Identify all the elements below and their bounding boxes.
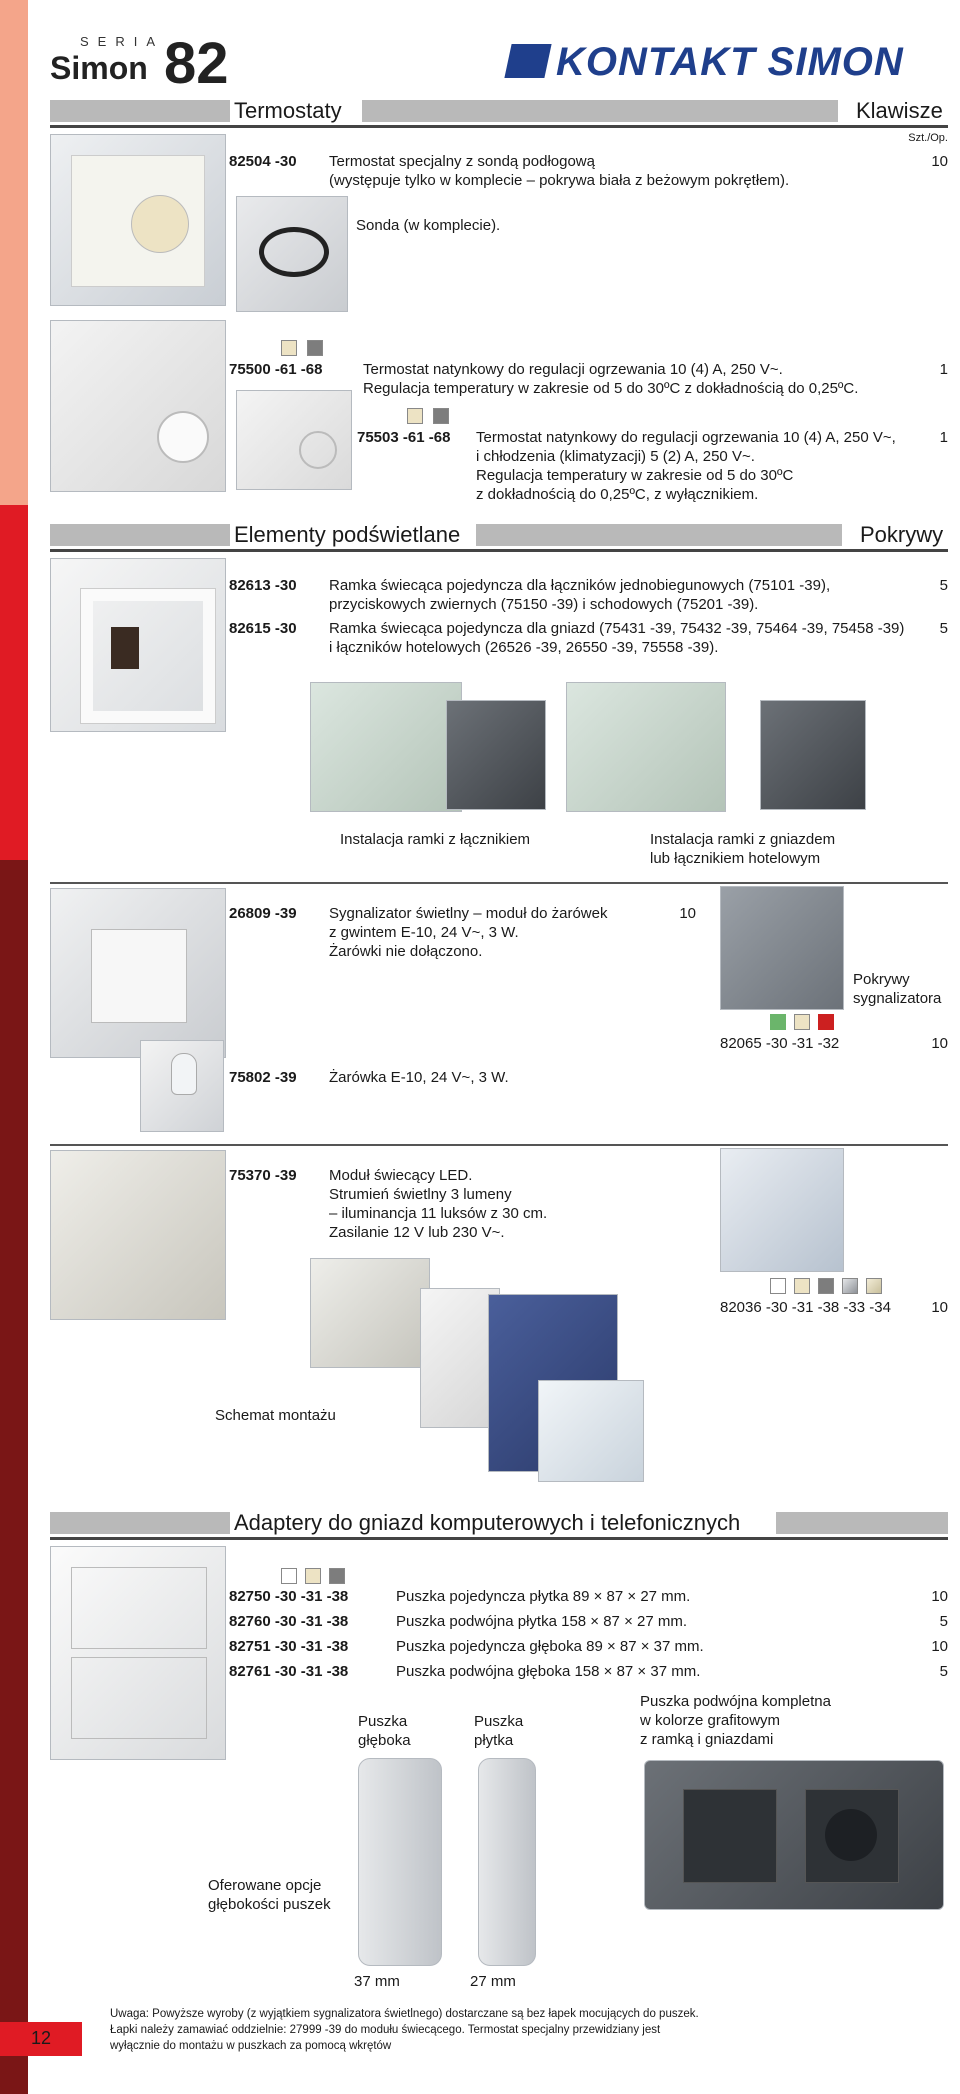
switch-module-photo: [446, 700, 546, 810]
product-desc-75503-line4: z dokładnością do 0,25ºC, z wyłącznikiem.: [476, 486, 759, 503]
product-code-82615: 82615 -30: [229, 620, 297, 637]
section-title-elementy: Elementy podświetlane: [234, 522, 461, 547]
page-number-badge: [0, 2022, 82, 2056]
product-code-82504: 82504 -30: [229, 153, 297, 170]
side-stripe-bottom: [0, 860, 28, 2094]
led-cover-photo: [720, 1148, 844, 1272]
thermostat-75500-photo: [50, 320, 226, 492]
light-frame-photo: [50, 558, 226, 732]
signal-cover-caption-line2: sygnalizatora: [853, 990, 942, 1007]
flat-box-caption-line2: płytka: [474, 1732, 514, 1749]
deep-box-caption-line2: głęboka: [358, 1732, 411, 1749]
flat-box-caption-line1: Puszka: [474, 1713, 524, 1730]
install-caption-switch: Instalacja ramki z łącznikiem: [340, 831, 531, 848]
socket-module-photo: [760, 700, 866, 810]
signal-cover-code: 82065 -30 -31 -32: [720, 1035, 840, 1052]
product-desc-75370-line1: Moduł świecący LED.: [329, 1167, 473, 1184]
deep-box-caption-line1: Puszka: [358, 1713, 408, 1730]
product-desc-26809-line3: Żarówki nie dołączono.: [329, 943, 483, 960]
install-caption-socket-line2: lub łącznikiem hotelowym: [650, 850, 821, 867]
color-swatch-white: [281, 1568, 297, 1584]
schemat-cover-photo: [538, 1380, 644, 1482]
section-bar-right: [776, 1512, 948, 1534]
box-desc-2: Puszka podwójna płytka 158 × 87 × 27 mm.: [396, 1613, 688, 1630]
color-swatch-graphite: [307, 340, 323, 356]
product-qty-75500: 1: [939, 361, 948, 378]
color-swatch-graphite: [818, 1278, 834, 1294]
complete-graphite-box-photo: [644, 1760, 944, 1910]
divider: [50, 1144, 948, 1146]
color-swatch-graphite: [329, 1568, 345, 1584]
series-logo: [50, 31, 250, 96]
product-desc-26809-line2: z gwintem E-10, 24 V~, 3 W.: [329, 924, 519, 941]
product-desc-75370-line2: Strumień świetlny 3 lumeny: [329, 1186, 512, 1203]
install-caption-socket-line1: Instalacja ramki z gniazdem: [650, 831, 836, 848]
complete-box-caption-line2: w kolorze grafitowym: [640, 1712, 781, 1729]
box-qty-3: 10: [931, 1638, 948, 1655]
product-desc-75802-line1: Żarówka E-10, 24 V~, 3 W.: [329, 1069, 509, 1086]
product-code-75500: 75500 -61 -68: [229, 361, 323, 378]
color-swatch-beige: [794, 1278, 810, 1294]
complete-box-caption-line1: Puszka podwójna kompletna: [640, 1693, 831, 1710]
side-stripe-top: [0, 0, 28, 505]
double-box-photo: [50, 1546, 226, 1760]
section-rule: [50, 1537, 948, 1540]
depth-37mm-label: 37 mm: [354, 1973, 400, 1990]
box-qty-1: 10: [931, 1588, 948, 1605]
schemat-led-photo: [310, 1258, 430, 1368]
product-desc-82504-line2: (występuje tylko w komplecie – pokrywa biała z beżowym pokrętłem).: [329, 172, 790, 189]
box-desc-4: Puszka podwójna głęboka 158 × 87 × 37 mm.: [396, 1663, 701, 1680]
color-swatch-white: [770, 1278, 786, 1294]
color-swatch-graphite: [433, 408, 449, 424]
deep-box-photo: [358, 1758, 442, 1966]
section-title-termostaty: Termostaty: [234, 98, 342, 123]
series-name: Simon: [50, 50, 148, 86]
color-swatch-silver: [842, 1278, 858, 1294]
color-swatch-green: [770, 1014, 786, 1030]
box-qty-4: 5: [939, 1663, 948, 1680]
product-desc-75370-line4: Zasilanie 12 V lub 230 V~.: [329, 1224, 505, 1241]
product-code-75503: 75503 -61 -68: [357, 429, 451, 446]
section-title-adaptery: Adaptery do gniazd komputerowych i telefonicznych: [234, 1510, 741, 1535]
divider: [50, 882, 948, 884]
box-qty-2: 5: [939, 1613, 948, 1630]
page-number: 12: [30, 2028, 52, 2048]
brand-mark-icon: [504, 44, 551, 78]
section-rule: [50, 549, 948, 552]
product-qty-82504: 10: [931, 153, 948, 170]
thermostat-75503-photo: [236, 390, 352, 490]
box-code-4: 82761 -30 -31 -38: [229, 1663, 349, 1680]
product-desc-75370-line3: – iluminancja 11 luksów z 30 cm.: [329, 1205, 548, 1222]
side-stripe-middle: [0, 505, 28, 860]
sonda-photo: [236, 196, 348, 312]
footer-note-line2: Łapki należy zamawiać oddzielnie: 27999 -39 do modułu świecącego. Termostat specjalny przewidziany jest: [110, 2024, 661, 2036]
product-desc-75503-line2: i chłodzenia (klimatyzacji) 5 (2) A, 250 V~.: [476, 448, 755, 465]
color-swatch-beige: [407, 408, 423, 424]
signal-cover-qty: 10: [931, 1035, 948, 1052]
led-module-photo: [50, 1150, 226, 1320]
schemat-caption: Schemat montażu: [215, 1407, 336, 1424]
flat-box-photo: [478, 1758, 536, 1966]
product-desc-75500-line2: Regulacja temperatury w zakresie od 5 do 30ºC z dokładnością do 0,25ºC.: [363, 380, 859, 397]
complete-box-caption-line3: z ramką i gniazdami: [640, 1731, 774, 1748]
box-code-1: 82750 -30 -31 -38: [229, 1588, 349, 1605]
color-swatch-champagne: [866, 1278, 882, 1294]
box-code-2: 82760 -30 -31 -38: [229, 1613, 349, 1630]
footer-note-line3: wyłącznie do montażu w puszkach za pomocą wkrętów: [110, 2040, 392, 2052]
section-bar-right: [476, 524, 842, 546]
section-rule: [50, 125, 948, 128]
install-frame-socket-photo: [566, 682, 726, 812]
product-qty-75503: 1: [939, 429, 948, 446]
product-desc-82615-line1: Ramka świecąca pojedyncza dla gniazd (75431 -39, 75432 -39, 75464 -39, 75458 -39): [329, 620, 905, 637]
led-cover-code: 82036 -30 -31 -38 -33 -34: [720, 1299, 891, 1316]
box-code-3: 82751 -30 -31 -38: [229, 1638, 349, 1655]
section-bar-left: [50, 100, 230, 122]
depth-27mm-label: 27 mm: [470, 1973, 516, 1990]
series-number: 82: [164, 31, 229, 96]
product-desc-75503-line3: Regulacja temperatury w zakresie od 5 do 30ºC: [476, 467, 794, 484]
product-code-26809: 26809 -39: [229, 905, 297, 922]
bulb-photo: [140, 1040, 224, 1132]
color-swatch-beige: [281, 340, 297, 356]
section-bar-left: [50, 524, 230, 546]
install-frame-switch-photo: [310, 682, 462, 812]
color-swatch-beige: [794, 1014, 810, 1030]
product-desc-75500-line1: Termostat natynkowy do regulacji ogrzewania 10 (4) A, 250 V~.: [363, 361, 783, 378]
color-swatch-red: [818, 1014, 834, 1030]
section-right-pokrywy: Pokrywy: [860, 522, 944, 547]
product-desc-82615-line2: i łączników hotelowych (26526 -39, 26550 -39, 75558 -39).: [329, 639, 719, 656]
color-swatch-beige: [305, 1568, 321, 1584]
product-desc-82613-line2: przyciskowych zwiernych (75150 -39) i schodowych (75201 -39).: [329, 596, 759, 613]
product-desc-82613-line1: Ramka świecąca pojedyncza dla łączników jednobiegunowych (75101 -39),: [329, 577, 831, 594]
thermostat-special-photo: [50, 134, 226, 306]
sonda-caption: Sonda (w komplecie).: [356, 217, 501, 234]
box-desc-3: Puszka pojedyncza głęboka 89 × 87 × 37 mm.: [396, 1638, 704, 1655]
brand-logo: [508, 40, 948, 84]
product-code-75802: 75802 -39: [229, 1069, 297, 1086]
footer-note-line1: Uwaga: Powyższe wyroby (z wyjątkiem sygnalizatora świetlnego) dostarczane są bez łapek mocujących do puszek.: [110, 2008, 699, 2020]
depth-options-caption-line1: Oferowane opcje: [208, 1877, 322, 1894]
qty-header: Szt./Op.: [908, 132, 948, 144]
section-bar-right: [362, 100, 838, 122]
product-qty-82613: 5: [939, 577, 948, 594]
seria-label: SERIA: [80, 34, 165, 49]
depth-options-caption-line2: głębokości puszek: [208, 1896, 331, 1913]
section-right-klawisze: Klawisze: [856, 98, 943, 123]
product-desc-75503-line1: Termostat natynkowy do regulacji ogrzewania 10 (4) A, 250 V~,: [476, 429, 896, 446]
product-desc-82504-line1: Termostat specjalny z sondą podłogową: [329, 153, 595, 170]
product-qty-82615: 5: [939, 620, 948, 637]
box-desc-1: Puszka pojedyncza płytka 89 × 87 × 27 mm.: [396, 1588, 691, 1605]
led-cover-qty: 10: [931, 1299, 948, 1316]
signal-cover-caption-line1: Pokrywy: [853, 971, 910, 988]
product-desc-26809-line1: Sygnalizator świetlny – moduł do żarówek: [329, 905, 608, 922]
product-code-75370: 75370 -39: [229, 1167, 297, 1184]
section-bar-left: [50, 1512, 230, 1534]
signal-module-photo: [50, 888, 226, 1058]
product-qty-26809: 10: [679, 905, 696, 922]
signal-cover-photo: [720, 886, 844, 1010]
product-code-82613: 82613 -30: [229, 577, 297, 594]
brand-name: KONTAKT SIMON: [556, 40, 904, 84]
